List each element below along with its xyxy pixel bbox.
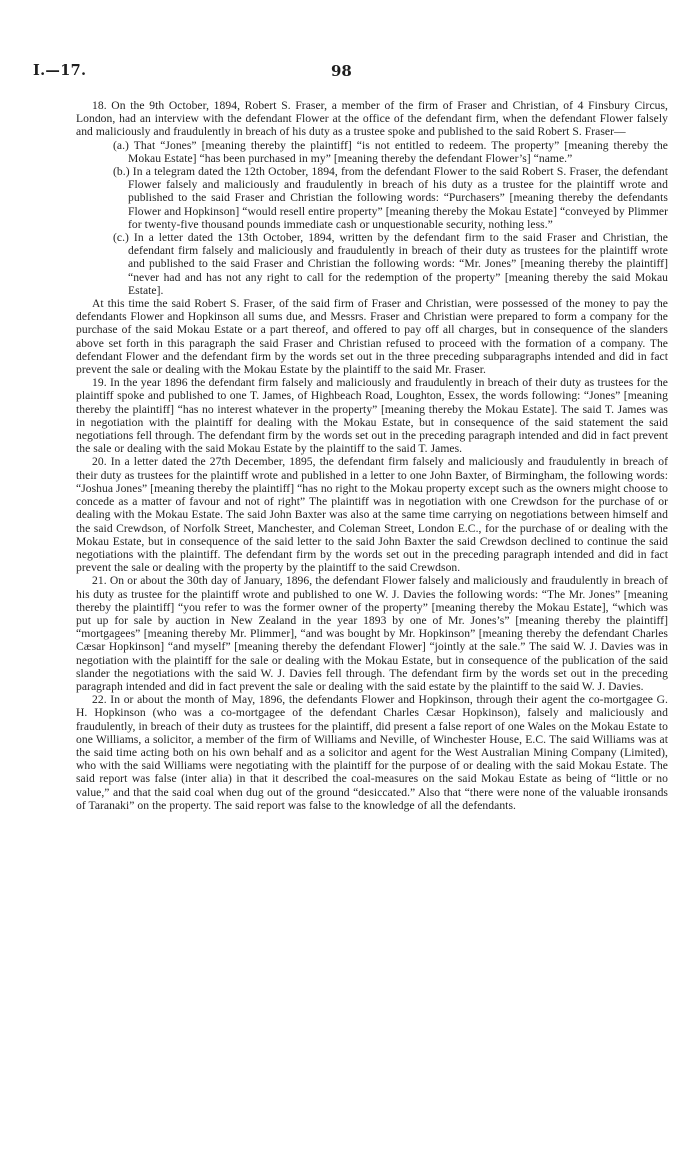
paragraph-22: 22. In or about the month of May, 1896, the defendants Flower and Hopkinson, through their agent the co-mortgagee G. H. Hopkinson (who was a co-mortgagee of the defendant Charles Cæsar Hopkinson), falsely and maliciously and fraudulently, in breach of their duty as trustees for the plaintiff, did present a false report of one Wales on the Mokau Estate to one Williams, a solicitor, a member of the firm of Williams and Neville, of Winchester House, E.C. The said Williams was at the said time acting both on his own behalf and as a solicitor and agent for the West Australian Mining Company (Limited), who with the said Williams were negotiating with the plaintiff for the purpose of or dealing with the said Mokau Estate. The said report was false (inter alia) in that it described the coal-measures on the said Mokau Estate as being of “little or no value,” and that the said coal when dug out of the ground “desiccated.” Also that “there were none of the valuable ironsands of Taranaki” on the property. The said report was false to the knowledge of all the defendants. — [76, 693, 668, 812]
paragraph-19: 19. In the year 1896 the defendant firm falsely and maliciously and fraudulently in breach of their duty as trustees for the plaintiff spoke and published to one T. James, of Highbeach Road, Loughton, Essex, the words following: “Jones” [meaning thereby the plaintiff] “has no interest whatever in the property” [meaning thereby the Mokau Estate]. The said T. James was in negotiation with the plaintiff for dealing with the Mokau Estate, but in consequence of the said statement the said negotiations fell through. The defendant firm by the words set out in the preceding paragraph intended and did in fact prevent the sale or dealing with the said Mokau Estate by the plaintiff to the said T. James. — [76, 376, 668, 456]
document-body — [76, 99, 668, 812]
page-header — [33, 62, 352, 84]
subparagraph-18c: (c.) In a letter dated the 13th October, 1894, written by the defendant firm to the said Fraser and Christian, the defendant firm falsely and maliciously and fraudulently in breach of their duty as trustees for the plaintiff wrote and published to the said Fraser and Christian the following words: “Mr. Jones” [meaning thereby the plaintiff] “never had and has not any right to call for the redemption of the property” [meaning thereby the said Mokau Estate]. — [113, 231, 668, 297]
subparagraph-18b: (b.) In a telegram dated the 12th October, 1894, from the defendant Flower to the said Robert S. Fraser, the defendant Flower falsely and maliciously and fraudulently in breach of his duty as a trustee for the plaintiff wrote and published to the said Fraser and Christian the following words: “Purchasers” [meaning thereby the defendants Flower and Hopkinson] “would resell entire property” [meaning thereby the Mokau Estate] “conveyed by Plimmer for twenty-five thousand pounds immediate cash or unquestionable security, nothing less.” — [113, 165, 668, 231]
paragraph-18: 18. On the 9th October, 1894, Robert S. Fraser, a member of the firm of Fraser and Christian, of 4 Finsbury Circus, London, had an interview with the defendant Flower at the office of the defendant firm, when the defendant Flower falsely and maliciously and fraudulently in breach of his duty as a trustee spoke and published to the said Robert S. Fraser— — [76, 99, 668, 139]
paragraph-21: 21. On or about the 30th day of January, 1896, the defendant Flower falsely and maliciously and fraudulently in breach of his duty as trustee for the plaintiff wrote and published to one W. J. Davies the following words: “The Mr. Jones” [meaning thereby the plaintiff] “you refer to was the former owner of the property” [meaning thereby the Mokau Estate], “which was put up for sale by auction in New Zealand in the year 1893 by one of Mr. Jones’s” [meaning thereby the plaintiff] “mortgagees” [meaning thereby Mr. Plimmer], “and was bought by Mr. Hopkinson” [meaning thereby the defendant Charles Cæsar Hopkinson] “and myself” [meaning thereby the defendant Flower] “jointly at the sale.” The said W. J. Davies was in negotiation with the plaintiff for the sale or dealing with the Mokau Estate, but in consequence of the publication of the said slander the negotiations with the said W. J. Davies fell through. The defendant firm by the words set out in the preceding paragraph intended and did in fact prevent the sale or dealing with the said estate by the plaintiff to the said W. J. Davies. — [76, 574, 668, 693]
paragraph-20: 20. In a letter dated the 27th December, 1895, the defendant firm falsely and maliciously and fraudulently in breach of their duty as trustees for the plaintiff wrote and published in a letter to one John Baxter, of Birmingham, the following words: “Joshua Jones” [meaning thereby the plaintiff] “has no right to the Mokau property except such as the owners might choose to concede as a matter of favour and not of right” The plaintiff was in negotiation with one Crewdson for the purchase of or dealing with the Mokau Estate. The said John Baxter was also at the same time carrying on negotiations between himself and the said Crewdson, of Norfolk Street, Manchester, and Coleman Street, London E.C., for the purchase of or dealing with the Mokau Estate, but in consequence of the said letter to the said John Baxter the said Crewdson declined to continue the said negotiations with the plaintiff. The defendant firm by the words set out in the preceding paragraph intended and did in fact prevent the sale or dealing with the property by the plaintiff to the said Crewdson. — [76, 455, 668, 575]
document-reference: I.—17. — [33, 62, 87, 79]
page-number: 98 — [331, 62, 352, 80]
paragraph-18-conclusion: At this time the said Robert S. Fraser, of the said firm of Fraser and Christian, were possessed of the money to pay the defendants Flower and Hopkinson all sums due, and Messrs. Fraser and Christian were prepared to form a company for the purchase of the said Mokau Estate or a part thereof, and offered to pay off all charges, but in consequence of the slanders above set forth in this paragraph the said Fraser and Christian refused to proceed with the formation of a company. The defendant Flower and the defendant firm by the words set out in the three preceding subparagraphs intended and did in fact prevent the sale or dealing with the Mokau Estate by the plaintiff to the said Mr. Fraser. — [76, 297, 668, 377]
subparagraph-18a: (a.) That “Jones” [meaning thereby the plaintiff] “is not entitled to redeem. The property” [meaning thereby the Mokau Estate] “has been purchased in my” [meaning thereby the defendant Flower’s] “name.” — [113, 138, 668, 165]
